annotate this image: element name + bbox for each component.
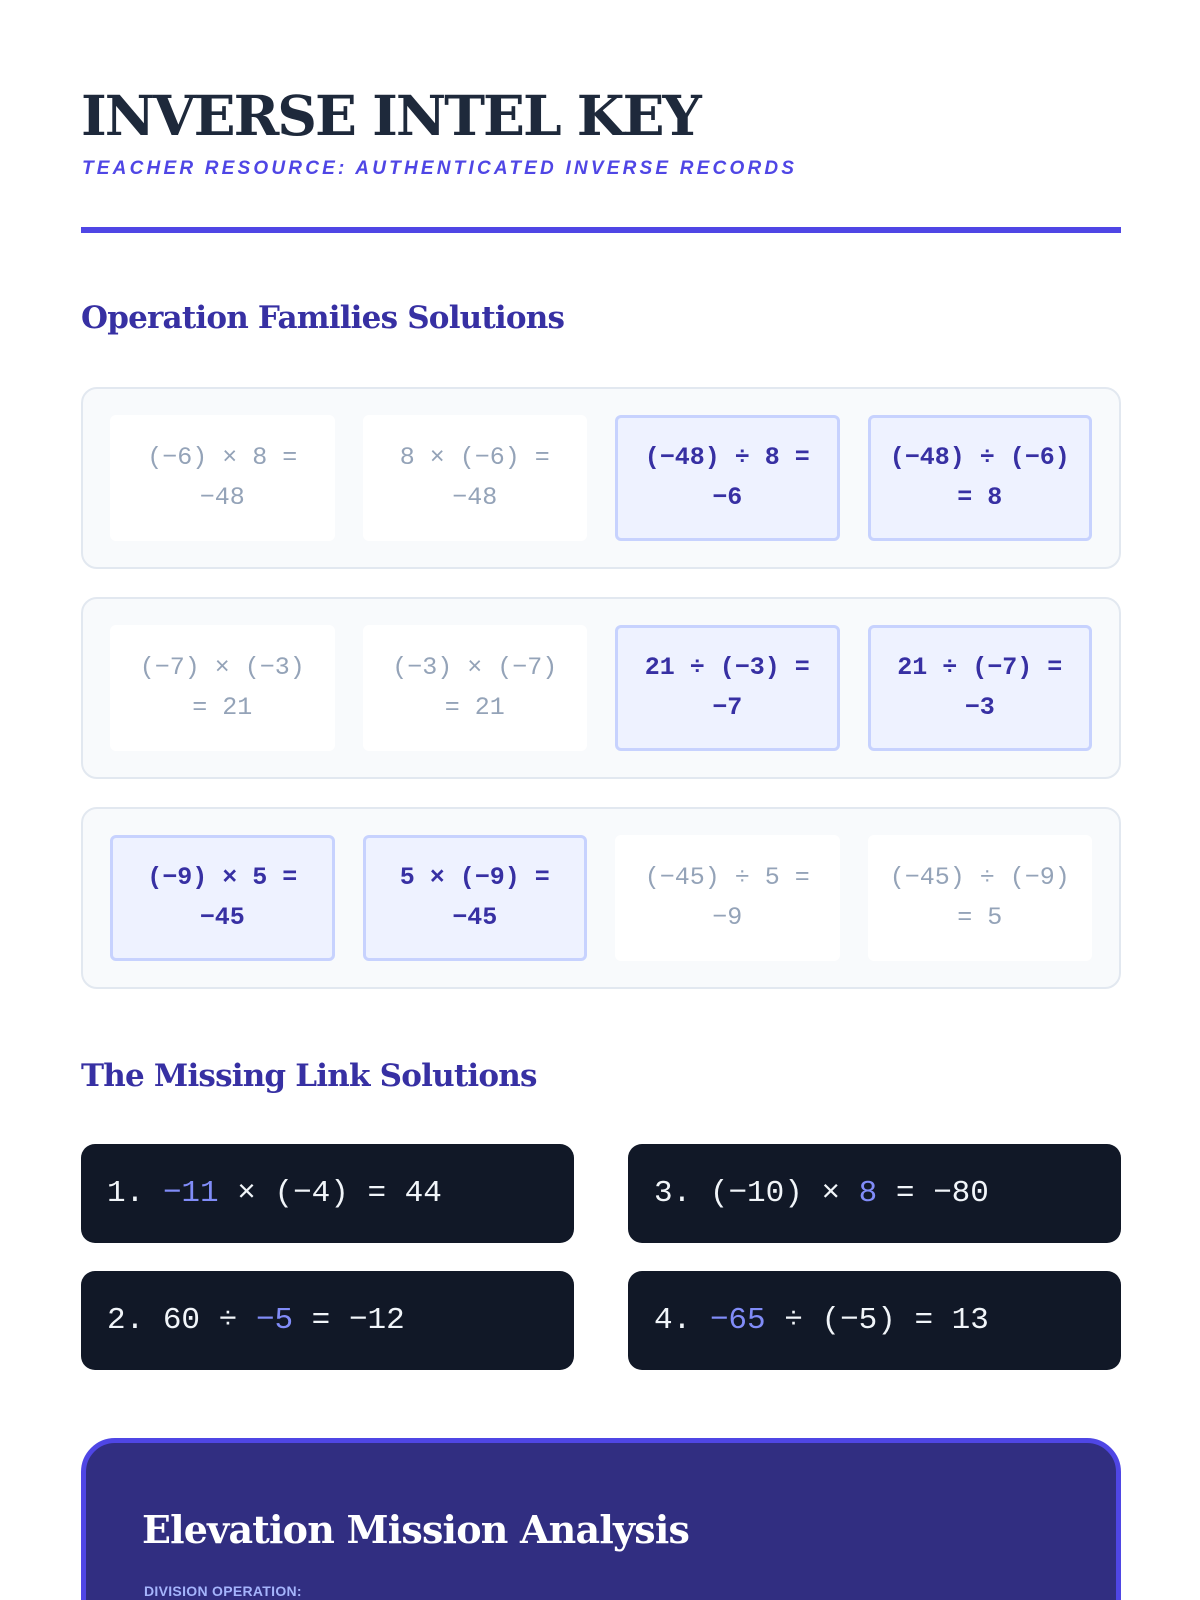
equation-before: (−10) × <box>709 1176 859 1211</box>
item-number: 3. <box>654 1176 692 1211</box>
mission-panel <box>81 1438 1121 1600</box>
equation-after: = −12 <box>293 1303 405 1338</box>
fact-card: (−45) ÷ (−9) = 5 <box>868 835 1093 961</box>
missing-answer: −5 <box>255 1303 294 1338</box>
fact-family-row <box>81 807 1121 989</box>
equation-after: = −80 <box>877 1176 989 1211</box>
fact-card: 8 × (−6) = −48 <box>363 415 588 541</box>
equation-after: × (−4) = 44 <box>218 1176 442 1211</box>
missing-link-card <box>81 1144 574 1243</box>
missing-answer: −65 <box>709 1303 766 1338</box>
equation-before: 60 ÷ <box>162 1303 256 1338</box>
families-list <box>81 387 1121 1017</box>
fact-card: 21 ÷ (−7) = −3 <box>868 625 1093 751</box>
missing-link-card <box>628 1144 1121 1243</box>
missing-answer: −11 <box>162 1176 219 1211</box>
fact-card: (−48) ÷ (−6) = 8 <box>868 415 1093 541</box>
missing-link-card <box>628 1271 1121 1370</box>
fact-card: 5 × (−9) = −45 <box>363 835 588 961</box>
missing-answer: 8 <box>858 1176 878 1211</box>
families-section-title: Operation Families Solutions <box>81 300 565 336</box>
fact-card: (−3) × (−7) = 21 <box>363 625 588 751</box>
item-number: 1. <box>107 1176 145 1211</box>
missing-link-grid <box>81 1144 1121 1370</box>
fact-card: (−45) ÷ 5 = −9 <box>615 835 840 961</box>
fact-card: 21 ÷ (−3) = −7 <box>615 625 840 751</box>
missing-link-card <box>81 1271 574 1370</box>
page-subtitle: TEACHER RESOURCE: AUTHENTICATED INVERSE RECORDS <box>82 158 798 179</box>
fact-card: (−9) × 5 = −45 <box>110 835 335 961</box>
header-divider <box>81 227 1121 233</box>
fact-family-row <box>81 597 1121 779</box>
item-number: 4. <box>654 1303 692 1338</box>
division-operation-label: DIVISION OPERATION: <box>144 1583 302 1599</box>
mission-title: Elevation Mission Analysis <box>142 1507 690 1552</box>
fact-card: (−6) × 8 = −48 <box>110 415 335 541</box>
page-title: INVERSE INTEL KEY <box>81 83 700 148</box>
fact-family-row <box>81 387 1121 569</box>
equation-after: ÷ (−5) = 13 <box>765 1303 989 1338</box>
fact-card: (−7) × (−3) = 21 <box>110 625 335 751</box>
fact-card: (−48) ÷ 8 = −6 <box>615 415 840 541</box>
item-number: 2. <box>107 1303 145 1338</box>
missing-link-section-title: The Missing Link Solutions <box>81 1058 537 1094</box>
